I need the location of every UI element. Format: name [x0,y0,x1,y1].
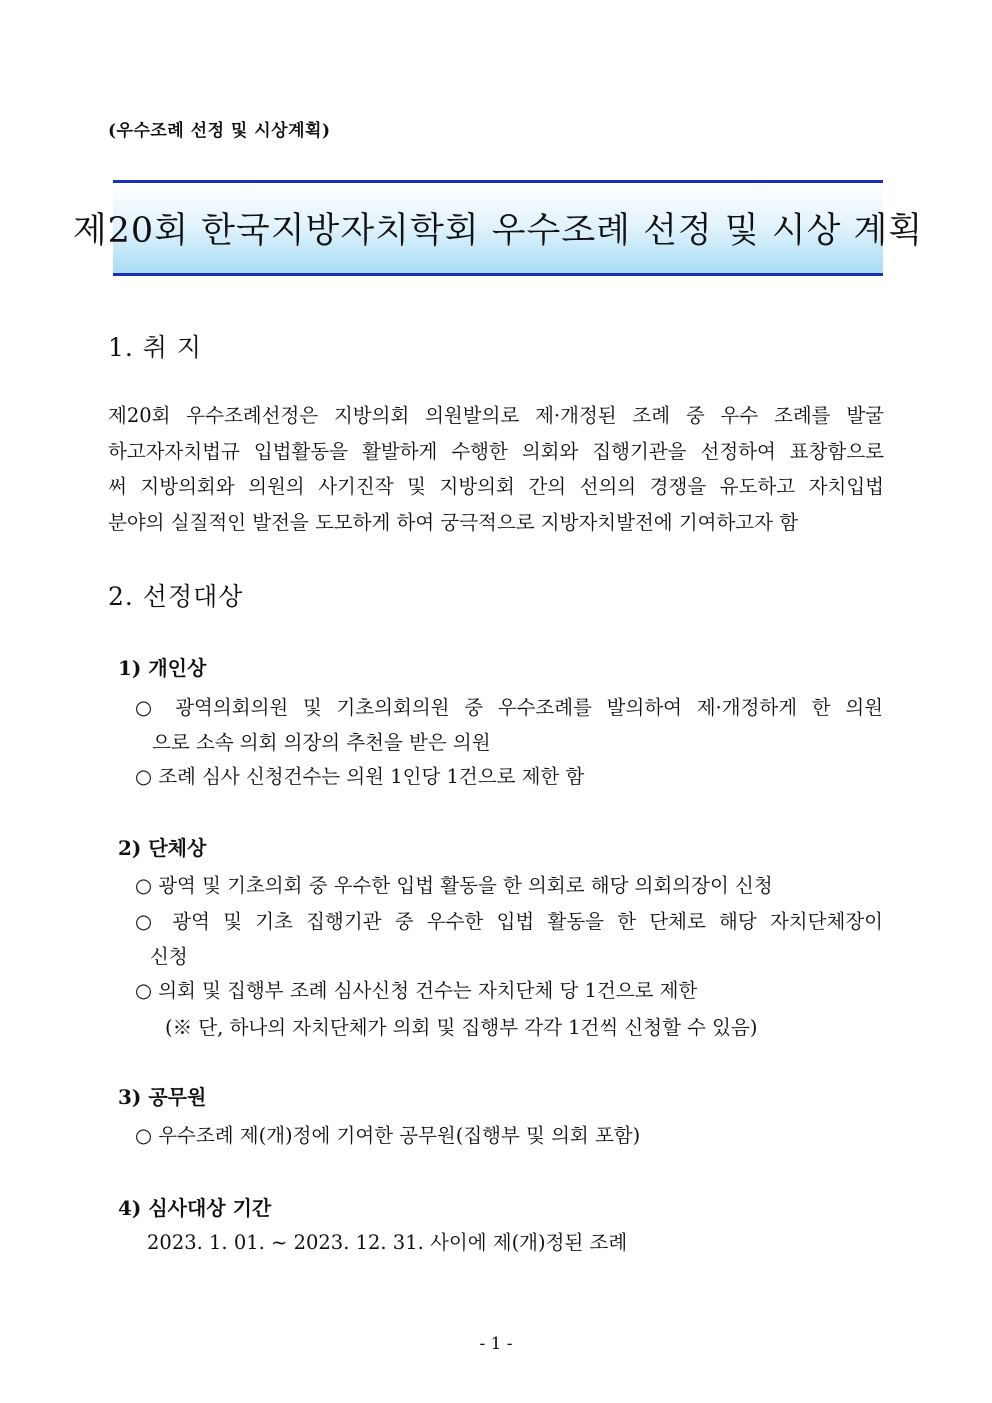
document-note: (우수조례 선정 및 시상계획) [108,121,331,141]
review-period: 2023. 1. 01. ~ 2023. 12. 31. 사이에 제(개)정된 조례 [147,1231,628,1254]
list-item: ○ 우수조례 제(개)정에 기여한 공무원(집행부 및 의회 포함) [135,1124,641,1147]
paragraph-line: 분야의 실질적인 발전을 도모하게 하여 궁극적으로 지방자치발전에 기여하고자 함 [108,510,799,534]
list-item: ○ 광역 및 기초의회 중 우수한 입법 활동을 한 의회로 해당 의회의장이 신청 [135,874,773,897]
list-item-continuation: 으로 소속 의회 의장의 추천을 받은 의원 [152,731,491,754]
title-banner [72,180,924,276]
paragraph-line: 제20회 우수조례선정은 지방의회 의원발의로 제·개정된 조례 중 우수 조례를 발굴 [108,404,884,427]
list-item: ○ 광역의회의원 및 기초의회의원 중 우수조례를 발의하여 제·개정하게 한 의원 [135,696,883,719]
page-number: - 1 - [479,1334,513,1354]
paragraph-line: 하고자자치법규 입법활동을 활발하게 수행한 의회와 집행기관을 선정하여 표창함으로 [108,439,884,463]
subsection-heading-group: 2) 단체상 [118,836,207,860]
subsection-heading-period: 4) 심사대상 기간 [118,1196,272,1220]
list-item-continuation: 신청 [150,945,188,968]
section-heading-purpose: 1. 취 지 [108,333,203,362]
document-title: 제20회 한국지방자치학회 우수조례 선정 및 시상 계획 [72,211,924,251]
subsection-heading-officials: 3) 공무원 [118,1085,207,1109]
list-item-note: (※ 단, 하나의 자치단체가 의회 및 집행부 각각 1건씩 신청할 수 있음) [165,1016,758,1039]
list-item: ○ 광역 및 기초 집행기관 중 우수한 입법 활동을 한 단체로 해당 자치단체장이 [135,910,883,933]
paragraph-line: 써 지방의회와 의원의 사기진작 및 지방의회 간의 선의의 경쟁을 유도하고 자치입법 [108,475,884,498]
list-item: ○ 의회 및 집행부 조례 심사신청 건수는 자치단체 당 1건으로 제한 [135,979,698,1002]
purpose-paragraph [108,398,884,540]
section-heading-targets: 2. 선정대상 [108,582,244,611]
list-item: ○ 조례 심사 신청건수는 의원 1인당 1건으로 제한 함 [135,765,585,788]
subsection-heading-individual: 1) 개인상 [118,656,207,680]
